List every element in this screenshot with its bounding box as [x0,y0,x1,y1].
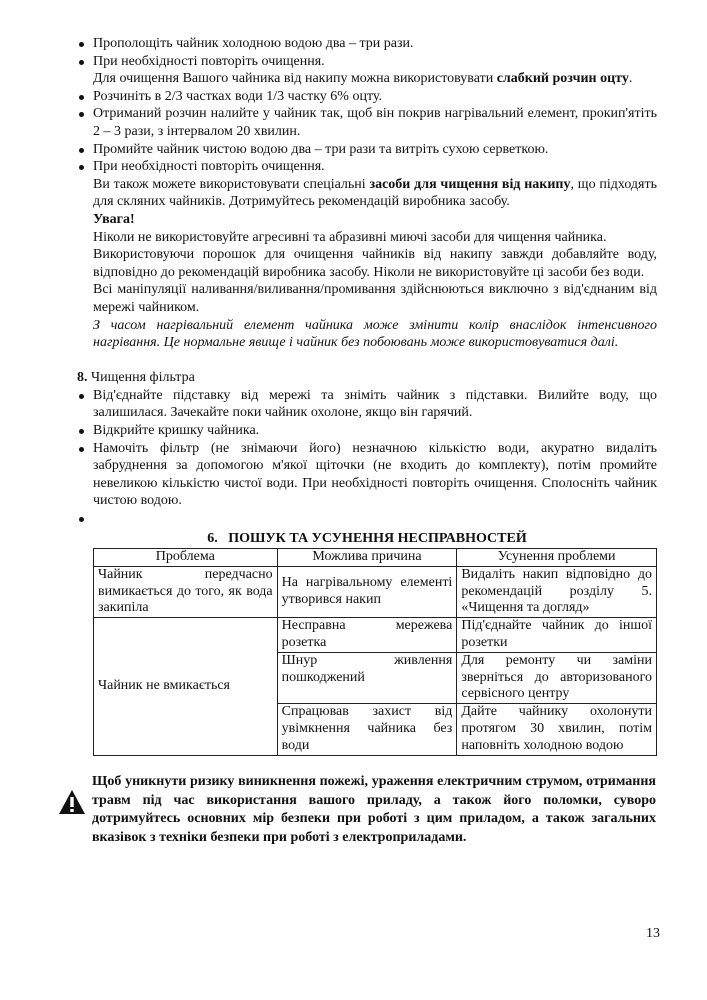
safety-warning [58,773,656,847]
paragraph: Використовуючи порошок для очищення чайників від накипу завжди добавляйте воду, відповідно до рекомендацій виробника засобу. Ніколи не використовуйте ці засоби без води. [93,247,657,280]
table-header: Проблема [94,549,278,567]
bold-text: Увага! [93,211,135,227]
empty-list-item [77,510,657,528]
list-item: Прополощіть чайник холодною водою два – три рази. [77,35,657,53]
table-cell: Чайник передчасно вимикається до того, як вода закипіла [94,566,278,617]
page-number: 13 [646,926,660,941]
list-item: Намочіть фільтр (не знімаючи його) незначною кількістю води, акуратно видаліть забруднення за допомогою м'якої щіточки (не входить до комплекту), потім промийте невеликою кількістю чистої води. При необхідності повторіть очищення. Сполосніть чайник чистою водою. [77,440,657,510]
table-cell: Дайте чайнику охолонути протягом 30 хвилин, потім наповніть холодною водою [457,704,657,755]
list-item: Промийте чайник чистою водою два – три рази та витріть сухою серветкою. [77,141,657,159]
table-cell: Несправна мережева розетка [277,618,457,653]
table-cell: Під'єднайте чайник до іншої розетки [457,618,657,653]
list-item: Відкрийте кришку чайника. [77,422,657,440]
paragraph: Ніколи не використовуйте агресивні та абразивні миючі засоби для чищення чайника. [93,229,607,245]
list-item: Від'єднайте підставку від мережі та зніміть чайник з підставки. Вилийте воду, що залишилася. Зачекайте поки чайник охолоне, якщо він гарячий. [77,387,657,422]
list-item: При необхідності повторіть очищення. [77,158,657,176]
paragraph [77,176,657,211]
text: Для очищення Вашого чайника від накипу можна використовувати [93,71,497,87]
section-heading: 6. ПОШУК ТА УСУНЕННЯ НЕСПРАВНОСТЕЙ [207,530,527,546]
text: . [628,71,633,87]
text: Ви також можете використовувати спеціальні [93,176,370,192]
list-item: Отриманий розчин налийте у чайник так, щоб він покрив нагрівальний елемент, прокип'ятіть 2 – 3 рази, з інтервалом 20 хвилин. [77,105,657,140]
table-cell: Шнур живлення пошкоджений [277,652,457,703]
document-body [77,35,657,547]
paragraph: Всі маніпуляції наливання/виливання/промивання здійснюються виключно з від'єднаним від мережі чайником. [93,282,657,315]
table-cell: Спрацював захист від увімкнення чайника без води [277,704,457,755]
list-item: Розчиніть в 2/3 частках води 1/3 частку 6% оцту. [77,88,657,106]
table-cell: Для ремонту чи заміни зверніться до авторизованого сервісного центру [457,652,657,703]
bold-text: слабкий розчин оцту [496,71,629,87]
warning-icon [58,789,86,815]
attention-heading [77,211,657,229]
list-item: При необхідності повторіть очищення. [77,53,657,71]
table-cell: Видаліть накип відповідно до рекомендацій розділу 5. «Чищення та догляд» [457,566,657,617]
filter-heading [77,369,657,387]
italic-note: З часом нагрівальний елемент чайника може змінити колір внаслідок інтенсивного нагрівання. Це нормальне явище і чайник без побоювань може використовуватися далі. [93,317,657,351]
table-cell: Чайник не вмикається [94,618,278,755]
table-cell: На нагрівальному елементі утворився накип [277,566,457,617]
section-title: Чищення фільтра [91,370,195,386]
text: , що підходять для скляних чайників. Дотримуйтесь рекомендацій виробника засобу. [93,176,657,210]
warning-text: Щоб уникнути ризику виникнення пожежі, ураження електричним струмом, отримання травм під час використання вашого приладу, а також його поломки, суворо дотримуйтесь основних мір безпеки при роботі з цим приладом, а також загальних вказівок з техніки безпеки при роботі з електроприладами. [92,774,656,845]
paragraph [77,70,657,88]
table-row [94,618,657,653]
table-row [94,566,657,617]
troubleshooting-table [93,548,657,756]
table-header: Усунення проблеми [457,549,657,567]
table-header: Можлива причина [277,549,457,567]
table-header-row [94,549,657,567]
bold-text: засоби для чищення від накипу [369,176,571,192]
section-number: 8. [77,370,88,386]
